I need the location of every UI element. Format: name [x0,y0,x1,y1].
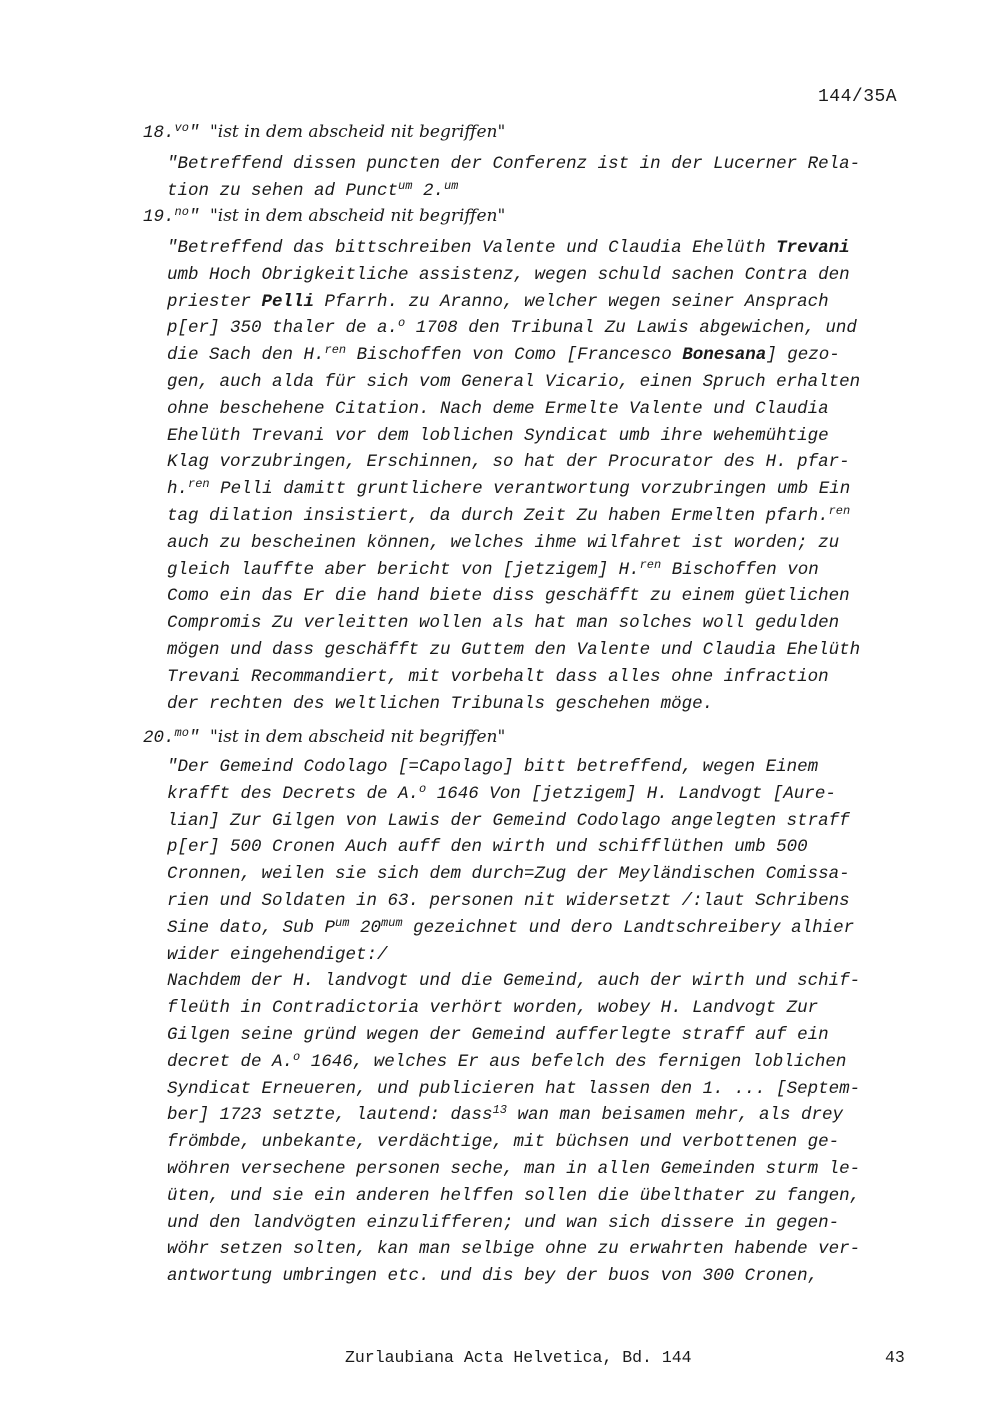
text-line: Ehelüth Trevani vor dem loblichen Syndicat umb ihre wehemühtige [167,425,829,446]
entry-quote: " [188,207,200,227]
text-line: fleüth in Contradictoria verhört worden, wobey H. Landvogt Zur [167,998,819,1019]
text-line: tag dilation insistiert, da durch Zeit Zu haben Ermelten pfarh.$^{ren}$ [167,503,851,526]
text-line: wöhren versechene personen seche, man in allen Gemeinden sturm le- [167,1158,861,1179]
text-line: wöhr setzen solten, kan man selbige ohne zu erwahrten habende ver- [167,1239,861,1260]
text-line: Nachdem der H. landvogt und die Gemeind, auch der wirth und schif- [167,971,861,992]
text-line: lian] Zur Gilgen von Lawis der Gemeind Codolago angelegten straff [167,810,850,831]
entry-label-19 [143,206,505,227]
text-line: Sine dato, Sub $P^{um}$ $20^{mum}$ gezeichnet und dero Landtschreibery alhier [167,915,855,938]
text-line: p[er] 500 Cronen Auch auff den wirth und schifflüthen umb 500 [167,837,808,858]
entry-quote: " [188,728,200,748]
text-line: Klag vorzubringen, Erschinnen, so hat der Procurator des H. pfar- [167,452,850,473]
text-line: üten, und sie ein anderen helffen sollen die übelthater zu fangen, [167,1185,861,1206]
entry-label-20 [143,727,505,748]
text-line: gen, auch alda für sich vom General Vicario, einen Spruch erhalten [167,371,861,392]
text-line: decret de A.$^o$ 1646, welches Er aus befelch des fernigen loblichen [167,1049,847,1072]
footer-title: Zurlaubiana Acta Helvetica, Bd. 144 [345,1348,692,1367]
text-line: Cronnen, weilen sie sich dem durch=Zug der Meyländischen Comissa- [167,864,850,885]
handwritten-note: "ist in dem abscheid nit begriffen" [209,206,506,226]
text-line: h.$^{ren}$ Pelli damitt gruntlichere verantwortung vorzubringen umb Ein [167,477,851,500]
text-line: und den landvögten einzulifferen; und wan sich dissere in gegen- [167,1212,840,1233]
text-line: "Betreffend dissen puncten der Conferenz ist in der Lucerner Rela- [167,154,861,174]
handwritten-note: "ist in dem abscheid nit begriffen" [209,727,506,747]
text-line: Como ein das Er die hand biete diss geschäfft zu einem güetlichen [167,586,850,607]
page-reference: 144/35A [818,87,898,107]
entry-quote: " [188,123,200,143]
entry-ordinal: mo [174,726,189,740]
entry-number: 19. [143,207,175,227]
entry-19-text [167,235,927,717]
text-line: gleich lauffte aber bericht von [jetzigem] H.$^{ren}$ Bischoffen von [167,557,819,580]
text-line: Syndicat Erneueren, und publicieren hat lassen den 1. ... [Septem- [167,1078,861,1099]
text-line: tion zu sehen ad Punct$^{um}$ 2.$^{um}$ [167,178,459,201]
text-line: ber] 1723 setzte, lautend: dass$^{13}$ wan man beisamen mehr, als drey [167,1103,844,1126]
entry-number: 18. [143,123,175,143]
entry-label-18 [143,122,505,143]
entry-ordinal: no [174,205,189,219]
text-line: frömbde, unbekante, verdächtige, mit büchsen und verbottenen ge- [167,1132,840,1153]
page-number: 43 [885,1348,905,1367]
text-line: priester Pelli Pfarrh. zu Aranno, welcher wegen seiner Ansprach [167,291,829,312]
entry-18-text [167,151,927,205]
footnote-marker: 13 [492,1103,507,1118]
text-line: die Sach den H.$^{ren}$ Bischoffen von Como [Francesco Bonesana] gezo- [167,343,840,366]
text-line: ohne beschehene Citation. Nach deme Ermelte Valente und Claudia [167,398,829,419]
text-line: "Betreffend das bittschreiben Valente und Claudia Ehelüth Trevani [167,238,850,258]
text-line: der rechten des weltlichen Tribunals geschehen möge. [167,693,714,714]
text-line: rien und Soldaten in 63. personen nit widersetzt /:laut Schribens [167,890,850,911]
text-line: umb Hoch Obrigkeitliche assistenz, wegen schuld sachen Contra den [167,264,850,285]
entry-number: 20. [143,728,175,748]
text-line: mögen und dass geschäfft zu Guttem den Valente und Claudia Ehelüth [167,639,861,660]
text-line: Gilgen seine gründ wegen der Gemeind aufferlegte straff auf ein [167,1024,829,1045]
text-line: auch zu bescheinen können, welches ihme wilfahret ist worden; zu [167,532,840,553]
entry-20-text [167,754,927,1290]
entry-ordinal: vo [174,121,189,135]
text-line: krafft des Decrets de A.$^o$ 1646 Von [jetzigem] H. Landvogt [Aure- [167,781,836,804]
text-line: wider eingehendiget:/ [167,944,388,965]
text-line: Trevani Recommandiert, mit vorbehalt dass alles ohne infraction [167,666,829,687]
text-line: Compromis Zu verleitten wollen als hat man solches woll gedulden [167,613,840,634]
handwritten-note: "ist in dem abscheid nit begriffen" [209,122,506,142]
text-line: "Der Gemeind Codolago [=Capolago] bitt betreffend, wegen Einem [167,757,819,777]
text-line: antwortung umbringen etc. und dis bey der buos von 300 Cronen, [167,1266,819,1287]
text-line: p[er] 350 thaler de a.$^o$ 1708 den Tribunal Zu Lawis abgewichen, und [167,316,857,339]
